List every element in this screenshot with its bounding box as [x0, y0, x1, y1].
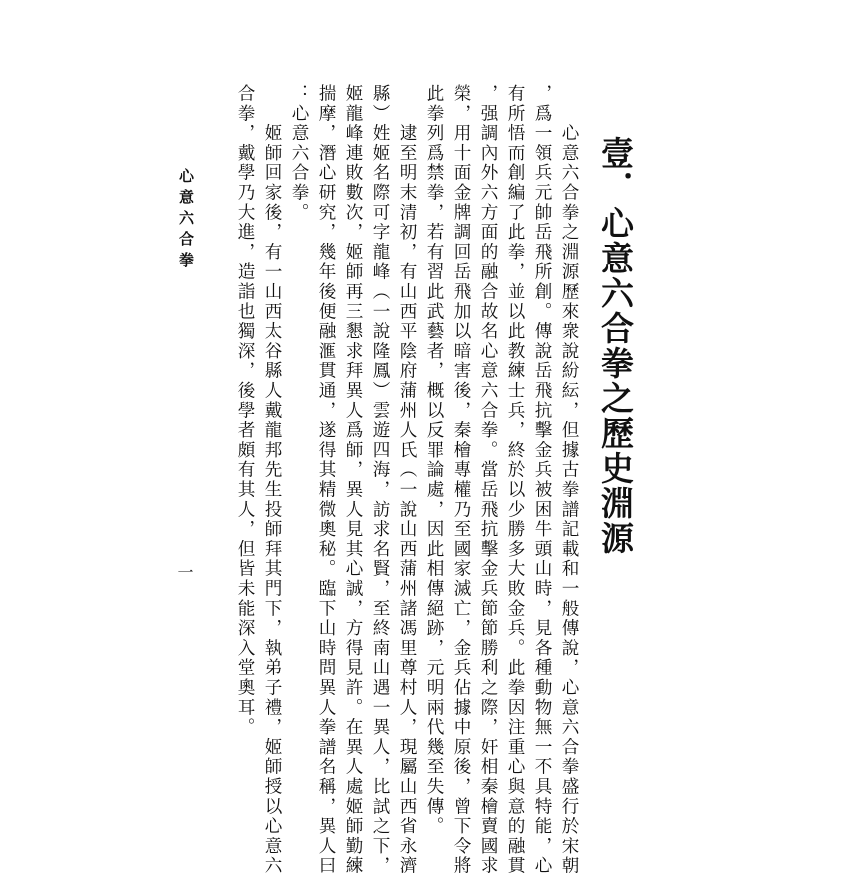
text-line: 姬龍峰連敗數次，姬師再三懇求拜異人爲師，異人見其心誠，方得見許。在異人處姬師勤練	[343, 84, 363, 876]
text-line: 逮至明末清初，有山西平陰府蒲州人氏（一說山西蒲州諸馮里尊村人，現屬山西省永濟	[397, 84, 417, 876]
text-line: ，强調內外六方面的融合故名心意六合拳。當岳飛抗擊金兵節節勝利之際，奸相秦檜賣國求	[478, 84, 498, 876]
text-line: 揣摩，潛心研究，幾年後便融滙貫通，遂得其精微奧秘。臨下山時問異人拳譜名稱，異人曰	[316, 84, 336, 876]
chapter-title: 壹．心意六合拳之歷史淵源	[596, 136, 635, 556]
text-line: 有所悟而創編了此拳，並以此教練士兵，終於以少勝多大敗金兵。此拳因注重心與意的融貫	[505, 84, 525, 876]
text-line: 縣）姓姬名際可字龍峰（一說隆鳳）雲遊四海，訪求名賢，至終南山遇一異人，比試之下，	[370, 84, 390, 876]
text-line: 心意六合拳之淵源歷來衆說紛紜，但據古拳譜記載和一般傳說，心意六合拳盛行於宋朝	[559, 84, 579, 876]
page-number: 一	[175, 564, 194, 580]
running-head: 心意六合拳	[177, 168, 195, 273]
text-line: 合拳，戴學乃大進，造詣也獨深，後學者頗有其人，但皆未能深入堂奧耳。	[235, 84, 255, 738]
text-line: 姬師回家後，有一山西太谷縣人戴龍邦先生投師拜其門下，執弟子禮，姬師授以心意六	[262, 84, 282, 876]
text-line: ，爲一領兵元帥岳飛所創。傳說岳飛抗擊金兵被困牛頭山時，見各種動物無一不具特能，心	[532, 84, 552, 876]
text-line: ：心意六合拳。	[289, 84, 309, 223]
text-line: 此拳列爲禁拳，若有習此武藝者，概以反罪論處，因此相傳絕跡，元明兩代幾至失傳。	[424, 84, 444, 837]
text-line: 榮，用十面金牌調回岳飛加以暗害後，秦檜專權乃至國家滅亡，金兵佔據中原後，曾下令將	[451, 84, 471, 876]
